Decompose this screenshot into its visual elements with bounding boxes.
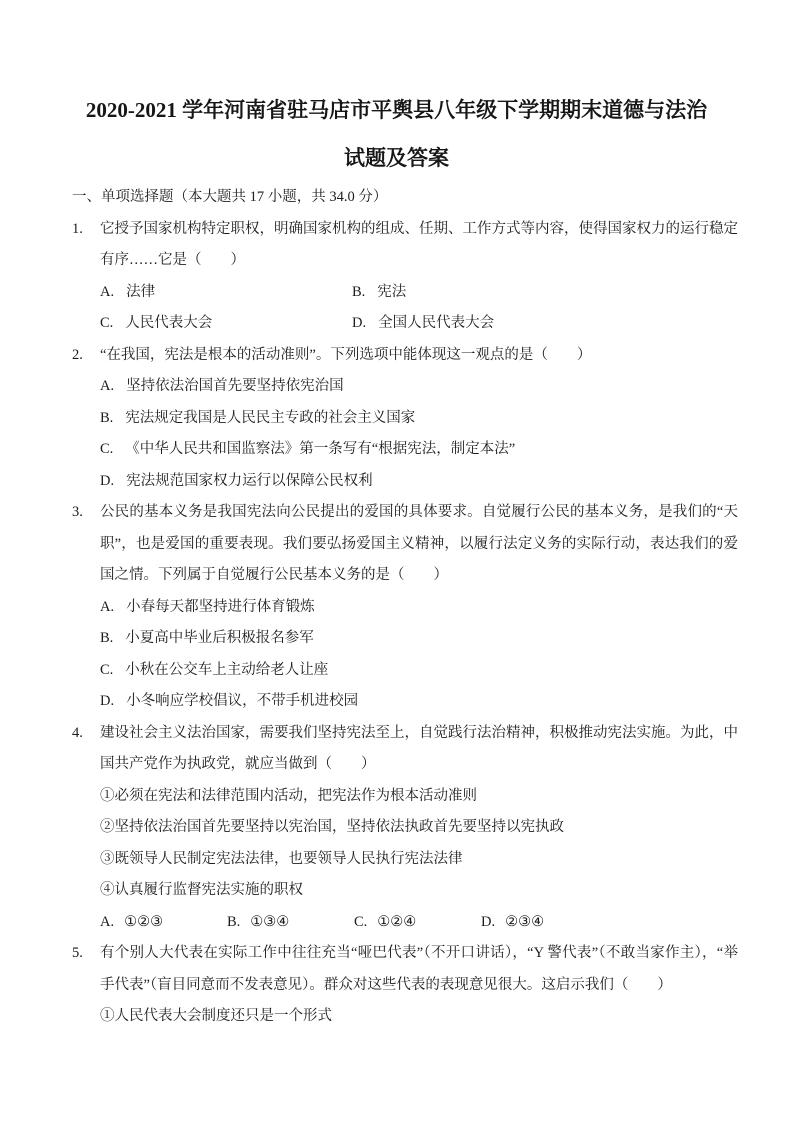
question-5	[72, 938, 738, 1033]
choice-c	[354, 907, 481, 939]
option-d	[100, 686, 738, 718]
option-label: A.	[100, 378, 115, 394]
question-number: 2.	[72, 346, 83, 363]
option-text: 小春每天都坚持进行体育锻炼	[126, 598, 315, 615]
option-a	[100, 277, 352, 309]
option-text: 坚持依法治国首先要坚持依宪治国	[126, 378, 344, 394]
option-label: A.	[100, 598, 115, 615]
option-label: C.	[100, 441, 114, 457]
numbered-item-1: ①人民代表大会制度还只是一个形式	[100, 1008, 332, 1024]
option-label: D.	[100, 693, 115, 709]
option-c	[100, 434, 738, 466]
choice-label: D.	[481, 913, 496, 930]
option-b	[100, 623, 738, 655]
option-label: C.	[100, 315, 114, 331]
option-d	[352, 308, 738, 340]
question-3	[72, 497, 738, 718]
question-number: 4.	[72, 724, 83, 741]
option-text: 人民代表大会	[125, 315, 213, 331]
choice-text: ①②④	[377, 913, 417, 930]
choice-text: ①③④	[250, 913, 290, 930]
numbered-item-1: ①必须在宪法和法律范围内活动，把宪法作为根本活动准则	[100, 787, 477, 804]
question-number: 3.	[72, 504, 83, 520]
option-text: 小夏高中毕业后积极报名参军	[125, 630, 314, 646]
title-line-1: 2020-2021 学年河南省驻马店市平舆县八年级下学期期末道德与法治	[85, 98, 708, 122]
section-heading: 一、单项选择题（本大题共 17 小题，共 34.0 分）	[72, 189, 388, 205]
choices-row	[100, 907, 738, 939]
option-label: D.	[100, 472, 115, 489]
choice-label: A.	[100, 913, 115, 930]
option-text: 法律	[126, 283, 156, 300]
document-title	[0, 0, 793, 182]
option-c	[100, 308, 352, 340]
choice-text: ②③④	[505, 913, 545, 930]
question-2	[72, 340, 738, 498]
option-text: 宪法	[377, 283, 407, 300]
option-c	[100, 655, 738, 687]
option-b	[100, 403, 738, 435]
option-text: 全国人民代表大会	[378, 315, 495, 331]
option-label: D.	[352, 315, 367, 331]
numbered-item-3: ③既领导人民制定宪法法律，也要领导人民执行宪法法律	[100, 850, 463, 867]
option-label: B.	[100, 630, 114, 646]
question-stem: “在我国，宪法是根本的活动准则”。下列选项中能体现这一观点的是（ ）	[100, 346, 592, 363]
choice-b	[227, 907, 354, 939]
question-stem: 有个别人大代表在实际工作中往往充当“哑巴代表”（不开口讲话），“Y 警代表”（不敢当家作主），“举手代表”（盲目同意而不发表意见）。群众对这些代表的表现意见很大。这启示我们（ ）	[100, 945, 738, 993]
option-b	[352, 277, 738, 309]
option-text: 小秋在公交车上主动给老人让座	[125, 661, 329, 678]
option-label: B.	[352, 283, 366, 300]
title-line-2: 试题及答案	[344, 146, 449, 170]
exam-body	[0, 182, 793, 1033]
choice-text: ①②③	[124, 913, 164, 930]
question-stem: 它授予国家机构特定职权，明确国家机构的组成、任期、工作方式等内容，使得国家权力的运行稳定有序……它是（ ）	[100, 220, 738, 268]
question-stem: 建设社会主义法治国家，需要我们坚持宪法至上，自觉践行法治精神，积极推动宪法实施。为此，中国共产党作为执政党，就应当做到（ ）	[100, 724, 738, 772]
numbered-item-4: ④认真履行监督宪法实施的职权	[100, 882, 303, 898]
option-text: 《中华人民共和国监察法》第一条写有“根据宪法，制定本法”	[125, 441, 516, 457]
choice-label: C.	[354, 913, 368, 930]
option-text: 宪法规范国家权力运行以保障公民权利	[126, 472, 373, 489]
options-grid	[100, 277, 738, 340]
question-4	[72, 718, 738, 939]
option-text: 小冬响应学校倡议，不带手机进校园	[126, 693, 359, 709]
option-a	[100, 592, 738, 624]
question-1	[72, 214, 738, 340]
choice-d	[481, 907, 608, 939]
choice-label: B.	[227, 913, 241, 930]
numbered-item-2: ②坚持依法治国首先要坚持以宪治国，坚持依法执政首先要坚持以宪执政	[100, 819, 564, 835]
question-number: 1.	[72, 220, 83, 237]
question-number: 5.	[72, 945, 83, 961]
question-stem: 公民的基本义务是我国宪法向公民提出的爱国的具体要求。自觉履行公民的基本义务，是我们的“天职”，也是爱国的重要表现。我们要弘扬爱国主义精神，以履行法定义务的实际行动，表达我们的爱国之情。下列属于自觉履行公民基本义务的是（ ）	[100, 504, 738, 583]
option-text: 宪法规定我国是人民民主专政的社会主义国家	[125, 409, 416, 426]
option-d	[100, 466, 738, 498]
choice-a	[100, 907, 227, 939]
option-label: A.	[100, 283, 115, 300]
option-a	[100, 371, 738, 403]
option-label: C.	[100, 661, 114, 678]
option-label: B.	[100, 409, 114, 426]
